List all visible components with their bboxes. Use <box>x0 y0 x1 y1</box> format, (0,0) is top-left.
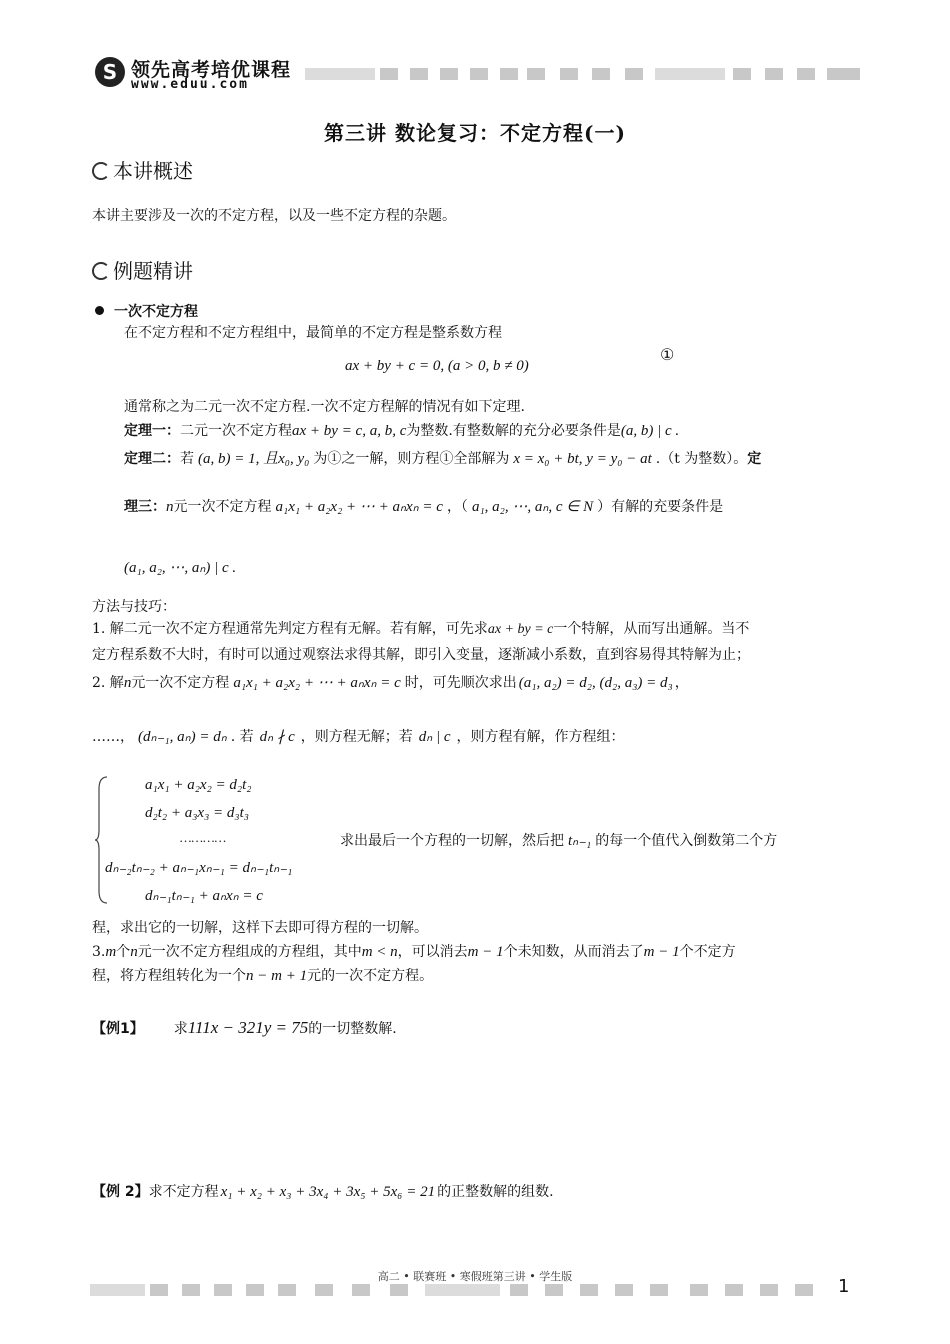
refresh-icon <box>92 162 110 180</box>
method-2-line-1 <box>92 673 689 693</box>
theorem-3-text: ，（ <box>446 499 468 515</box>
bullet-icon <box>95 306 104 315</box>
method-1-equation: ax + by = c <box>487 622 554 637</box>
theorem-1-equation: ax + by = c, a, b, c <box>292 423 407 439</box>
method-3-m-minus-1-b: m − 1 <box>643 944 680 960</box>
theorem-3-equation: a₁x₁ + a₂x₂ + ⋯ + aₙxₙ = c <box>275 499 443 515</box>
method-3-text: 元一次不定方程组成的方程组，其中 <box>137 944 362 960</box>
theorem-3-label: 理三： <box>124 499 166 515</box>
method-3-m: m <box>105 944 117 960</box>
theorem-2-text: .（t 为整数）。 <box>655 451 748 467</box>
system-eq-2: d₂t₂ + a₃x₃ = d₃t₃ <box>145 805 250 821</box>
method-2-text: 的每一个值代入倒数第二个方 <box>595 833 778 849</box>
method-3-text: 个不定方 <box>679 944 736 960</box>
method-2-n: n <box>123 675 132 691</box>
method-2-gcd: (a₁, a₂) = d₂, (d₂, a₃) = d₃ <box>518 675 673 691</box>
topic-intro: 在不定方程和不定方程组中，最简单的不定方程是整系数方程 <box>124 325 502 341</box>
theorem-2-text: 为①之一解，则方程①全部解为 <box>313 451 510 467</box>
method-3-n-minus-m: n − m + 1 <box>246 968 308 984</box>
method-2-text: 2. 解 <box>92 675 124 691</box>
method-2-text: 元一次不定方程 <box>131 675 230 691</box>
method-3-text: 元的一次不定方程。 <box>307 968 434 984</box>
system-eq-3: dₙ₋₂tₙ₋₂ + aₙ₋₁xₙ₋₁ = dₙ₋₁tₙ₋₁ <box>105 860 293 876</box>
methods-heading: 方法与技巧： <box>92 599 176 615</box>
theorem-1-text: 为整数.有整数解的充分必要条件是 <box>406 423 621 439</box>
logo-mark-icon: S <box>95 57 125 87</box>
refresh-icon <box>92 262 110 280</box>
theorem-1-condition: (a, b) | c . <box>620 423 680 439</box>
method-1-text: 1. 解二元一次不定方程通常先判定方程有无解。若有解，可先求 <box>92 621 488 637</box>
theorem-3-n: n <box>166 499 174 515</box>
equation-1-mark: ① <box>660 345 675 364</box>
method-2-after-line-2: 程，求出它的一切解，这样下去即可得方程的一切解。 <box>92 920 428 936</box>
section-heading-text: 本讲概述 <box>113 159 193 183</box>
example-2 <box>92 1182 554 1202</box>
example-1 <box>92 1018 397 1039</box>
example-1-label: 【例1】 <box>92 1021 144 1037</box>
theorem-1-text: 二元一次不定方程 <box>180 423 292 439</box>
theorem-2-solution: x = x₀ + bt, y = y₀ − at <box>513 451 652 467</box>
topic-heading-text: 一次不定方程 <box>114 304 198 320</box>
header-decorative-bar <box>305 68 860 80</box>
logo-url: www.eduu.com <box>131 77 249 92</box>
example-1-equation: 111x − 321y = 75 <box>187 1018 309 1037</box>
theorem-2-text: 若 <box>180 451 194 467</box>
example-2-text: 的正整数解的组数. <box>437 1184 554 1200</box>
footer-text: 高二 • 联赛班 • 寒假班第三讲 • 学生版 <box>377 1270 573 1283</box>
example-1-text: 的一切整数解. <box>308 1021 397 1037</box>
method-2-text: ，则方程有解，作方程组： <box>456 729 625 745</box>
system-eq-dots: ………… <box>180 830 227 845</box>
method-2-t: tₙ₋₁ <box>568 833 592 849</box>
theorem-2-label: 定理二： <box>124 451 180 467</box>
method-2-text: ， <box>674 675 689 691</box>
equation-1: ax + by + c = 0, (a > 0, b ≠ 0) <box>345 358 529 374</box>
theorem-2-equation: (a, b) = 1, 且x₀, y₀ <box>198 451 310 467</box>
method-2-line-2 <box>92 727 625 747</box>
method-2-equation: a₁x₁ + a₂x₂ + ⋯ + aₙxₙ = c <box>233 675 401 691</box>
method-3-text: 个未知数，从而消去了 <box>503 944 644 960</box>
system-eq-4: dₙ₋₁tₙ₋₁ + aₙxₙ = c <box>145 888 263 904</box>
method-3-text: ，可以消去 <box>397 944 468 960</box>
page-number: 1 <box>838 1276 850 1297</box>
topic-note: 通常称之为二元一次不定方程.一次不定方程解的情况有如下定理. <box>124 399 525 415</box>
method-2-after <box>340 831 777 851</box>
method-2-not-divides: dₙ ∤ c <box>259 729 295 745</box>
example-1-text: 求 <box>173 1021 188 1037</box>
method-2-text: 求出最后一个方程的一切解，然后把 <box>340 833 564 849</box>
footer-decorative-bar <box>90 1284 830 1296</box>
example-2-label: 【例 2】 <box>92 1184 149 1200</box>
method-2-text: ……， <box>92 729 134 745</box>
topic-heading <box>95 302 198 322</box>
method-3-n: n <box>130 944 138 960</box>
method-1-line-1 <box>92 619 749 640</box>
method-2-text: 时，可先顺次求出 <box>404 675 517 691</box>
theorem-3-set: a₁, a₂, ⋯, aₙ, c ∈ N <box>471 499 594 515</box>
method-3-line-2 <box>92 966 433 986</box>
method-3-line-1 <box>92 942 736 962</box>
theorem-3-condition: (a₁, a₂, ⋯, aₙ) | c . <box>124 560 237 576</box>
logo-title: 领先高考培优课程 <box>131 59 292 81</box>
theorem-3-text: ）有解的充要条件是 <box>597 499 724 515</box>
system-brace <box>95 775 109 905</box>
method-3-condition: m < n <box>361 944 398 960</box>
theorem-1-label: 定理一： <box>124 423 180 439</box>
method-2-text: ，则方程无解；若 <box>300 729 413 745</box>
section-heading-examples <box>92 255 193 284</box>
theorem-3-text: 元一次不定方程 <box>173 499 272 515</box>
method-2-gcd-n: (dₙ₋₁, aₙ) = dₙ <box>138 729 227 745</box>
example-2-equation: x₁ + x₂ + x₃ + 3x₄ + 3x₅ + 5x₆ = 21 <box>220 1184 436 1200</box>
theorem-3-label-start: 定 <box>747 451 762 467</box>
theorem-1 <box>124 421 679 441</box>
method-3-text: 个 <box>116 944 131 960</box>
method-3-m-minus-1: m − 1 <box>467 944 504 960</box>
theorem-2 <box>124 449 761 469</box>
section-heading-overview <box>92 155 193 184</box>
system-eq-1: a₁x₁ + a₂x₂ = d₂t₂ <box>145 777 252 793</box>
method-2-divides: dₙ | c <box>418 729 451 745</box>
header-logo <box>95 55 315 95</box>
overview-text: 本讲主要涉及一次的不定方程，以及一些不定方程的杂题。 <box>92 208 456 224</box>
section-heading-text: 例题精讲 <box>113 259 193 283</box>
method-3-text: 3. <box>92 944 106 960</box>
example-2-text: 求不定方程 <box>148 1184 219 1200</box>
page-title: 第三讲 数论复习：不定方程(一) <box>324 121 626 145</box>
theorem-3 <box>124 497 723 517</box>
method-3-text: 程，将方程组转化为一个 <box>92 968 246 984</box>
method-1-line-2: 定方程系数不大时，有时可以通过观察法求得其解，即引入变量，逐渐减小系数，直到容易得其特解为止； <box>92 647 750 663</box>
method-1-text: 一个特解，从而写出通解。当不 <box>553 621 750 637</box>
method-2-text: . 若 <box>230 729 254 745</box>
